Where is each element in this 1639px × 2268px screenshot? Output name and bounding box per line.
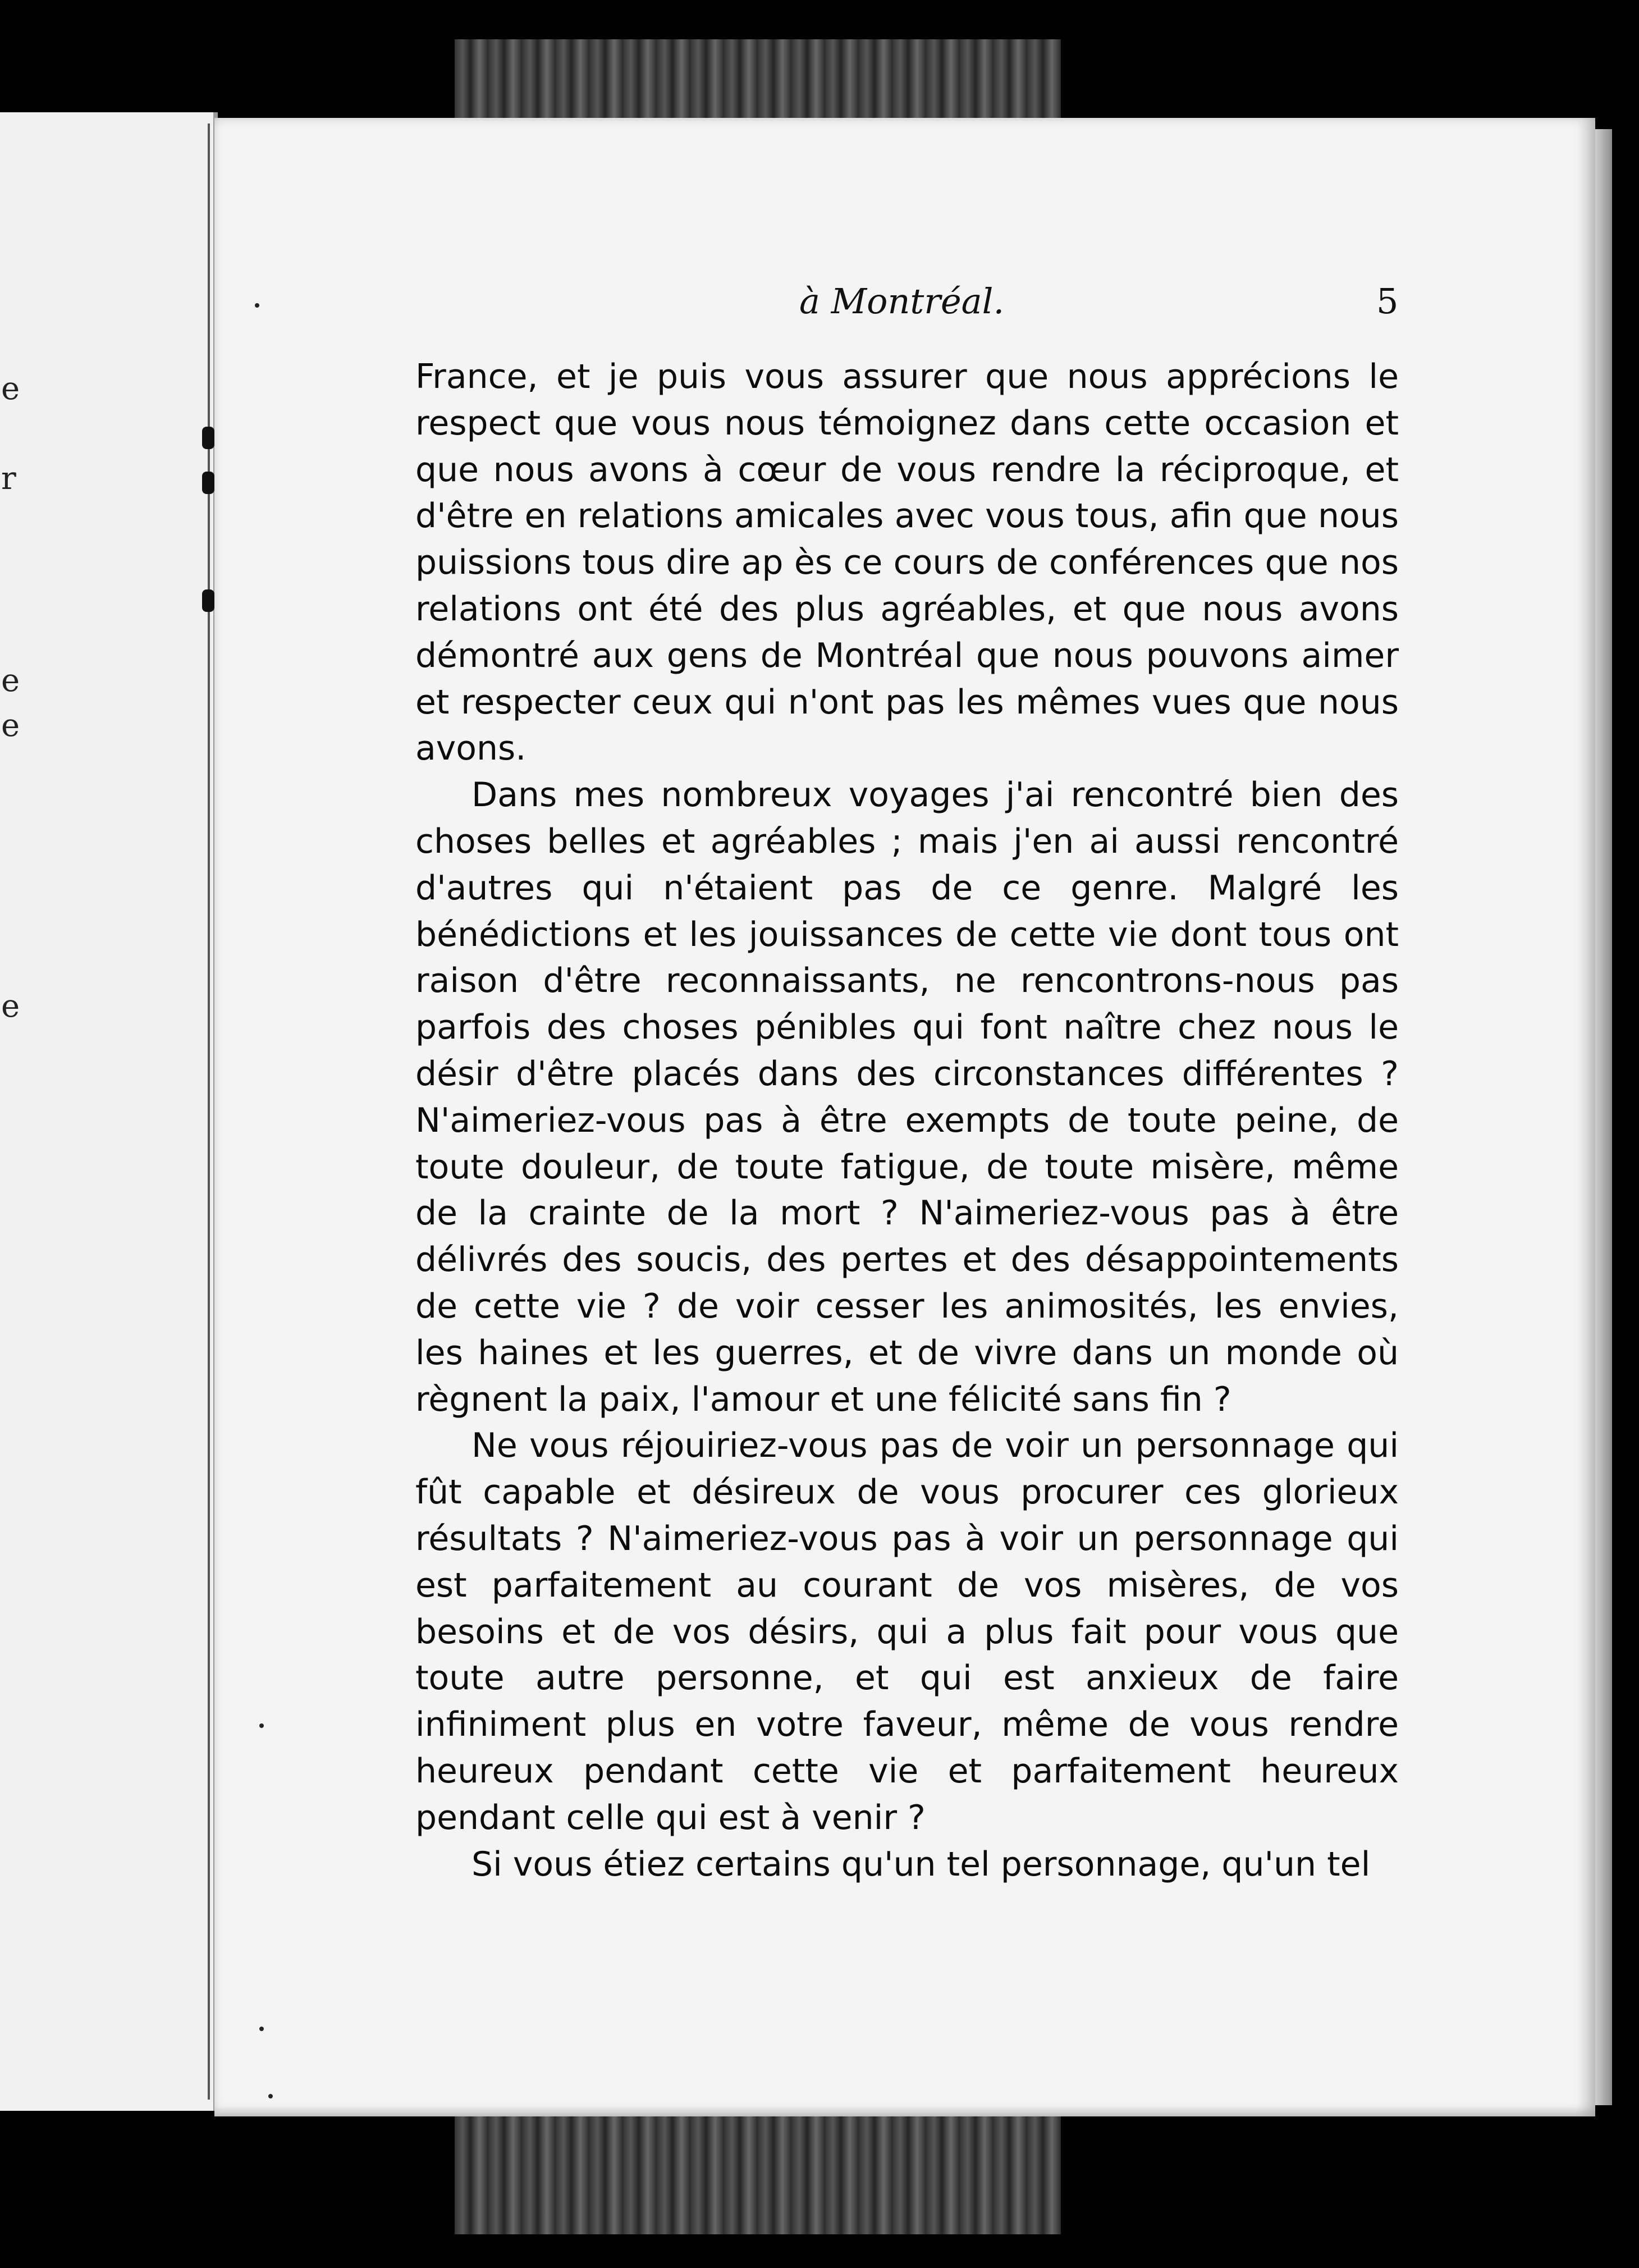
left-page-edge-letter: r (1, 460, 16, 497)
binding-thread-mark (202, 589, 214, 612)
binding-strip-top (455, 39, 1061, 118)
scan-speck (259, 2027, 264, 2031)
body-text (415, 354, 1399, 1887)
scan-speck (255, 303, 259, 308)
paragraph: Dans mes nombreux voyages j'ai rencontré bien des choses belles et agréables ; mais j'en ai aussi rencontré d'autres qui n'étaient pas de ce genre. Malgré les bénédictions et les jouissances de cette vie dont tous ont raison d'être reconnaissants, ne rencontrons-nous pas parfois des choses pénibles qui font naître chez nous le désir d'être placés dans des circonstances différentes ? N'aimeriez-vous pas à être exempts de toute peine, de toute douleur, de toute fatigue, de toute misère, même de la crainte de la mort ? N'aimeriez-vous pas à être délivrés des soucis, des pertes et des désappointements de cette vie ? de voir cesser les animosités, les envies, les haines et les guerres, et de vivre dans un monde où règnent la paix, l'amour et une félicité sans fin ? (415, 775, 1399, 1419)
left-page-edge (0, 112, 218, 2111)
left-page-edge-letter: e (1, 371, 20, 407)
paragraph: Si vous étiez certains qu'un tel personnage, qu'un tel (471, 1844, 1371, 1884)
paragraph: Ne vous réjouiriez-vous pas de voir un personnage qui fût capable et désireux de vous procurer ces glorieux résultats ? N'aimeriez-vous pas à voir un personnage qui est parfaitement au courant de vos misères, de vos besoins et de vos désirs, qui a plus fait pour vous que toute autre personne, et qui est anxieux de faire infiniment plus en votre faveur, même de vous rendre heureux pendant cette vie et parfaitement heureux pendant celle qui est à venir ? (415, 1426, 1399, 1837)
binding-strip-bottom (455, 2111, 1061, 2234)
left-page-edge-letter: e (1, 988, 20, 1025)
gutter-line (208, 124, 210, 2100)
book-page (214, 118, 1595, 2116)
binding-thread-mark (202, 427, 214, 449)
paragraph: France, et je puis vous assurer que nous apprécions le respect que vous nous témoignez dans cette occasion et que nous avons à cœur de vous rendre la réciproque, et d'être en relations amicales avec vous tous, afin que nous puissions tous dire ap ès ce cours de conférences que nos relations ont été des plus agréables, et que nous avons démontré aux gens de Montréal que nous pouvons aimer et respecter ceux qui n'ont pas les mêmes vues que nous avons. (415, 357, 1399, 769)
left-page-edge-letter: e (1, 707, 20, 744)
scan-speck (268, 2094, 273, 2098)
page-edge-shadow (1595, 129, 1612, 2105)
scan-speck (259, 1723, 264, 1728)
running-head-title: à Montréal. (799, 281, 1005, 322)
binding-thread-mark (202, 472, 214, 494)
page-number: 5 (1376, 281, 1399, 322)
left-page-edge-letter: e (1, 662, 20, 699)
